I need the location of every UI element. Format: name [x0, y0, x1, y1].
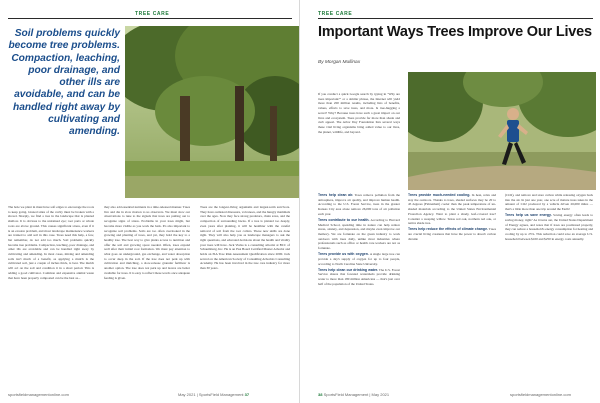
footer-date: May 2021 — [371, 392, 390, 397]
subhead-cooling: Trees provide much-needed cooling. — [408, 193, 471, 197]
subhead-energy: Trees help us save energy. — [505, 213, 552, 218]
body-text: The U.S. Forest Service shares that forested watersheds provide drinking water to more than 180 million Americans — that's just over half of the population of the United States. — [318, 267, 400, 286]
trees-illustration — [125, 26, 300, 198]
right-column-2 — [408, 193, 496, 383]
top-rule — [8, 18, 292, 19]
left-column-2 — [104, 205, 190, 380]
footer-url: sportsfieldmanagementonline.com — [510, 392, 571, 397]
page-number: 38 — [318, 392, 323, 397]
body-text: they also add essential nutrients in a time-released manner. Trees live and die in slow motion to us observers. We must slow our observations to tune to the signals that trees are putting out to recognize signs of stress. Problems in your trees might, but become more visible as you work the bark. It's also important to recognize soil problems. Soils are too often overlooked in the growing and planting of trees, and yet, they hold the key to a healthy tree. The best way to give plants access to nutrition and offer the soil and growing space needed. Often, trees expand well after their initial root formation. We must pay attention to what goes on underground, gas exchange, and water absorption to occur deep in the soil. If the tree does not perk up with cultivation and mulching, a slow-release granular fertilizer is another option. The tree does not perk up and leaves are better available for trees. It is easy to reflect these words once adequate feeding is given. — [104, 205, 190, 280]
runner-illustration — [408, 72, 596, 190]
body-text: In heat, relax and stay the outdoors. Thanks to trees, shaded surfaces may be 20 to 45 degrees (Fahrenheit) cooler than the peak temperature of un-shaded materials according to the United States Environmental Protection Agency. Want to plant a shady, leaf-covered tree? Consider a weeping willow. Texas red oak, northern red oak, or native shade tree. — [408, 193, 496, 226]
right-column-3 — [505, 193, 593, 383]
body-text: According to Harvard Medical School, spending time in nature can help reduce stress, anxiety, and depression, and maybe even improve our memory. We are fortunate on the green industry to work outdoors with trees daily, unlike most industries where professionals such as office or health care workers are not as fortunate. — [318, 217, 400, 251]
subhead-water: Trees help clean our drinking water. — [318, 267, 379, 272]
byline: By Morgan Mullinax — [318, 60, 361, 65]
body-text: Saving energy often leads to saving money, right? As it turns out, the United States Department of Energy agrees, and notes that if trees are positioned properly, they can reduce a household's energy consumption for heating and cooling by up to 25%. This reduction could save an average U.S. household between $100 and $250 in energy costs annually. — [505, 213, 593, 241]
runner-photo — [408, 72, 596, 190]
footer-magazine: SportsField Management — [198, 392, 244, 397]
body-text: Trees remove pollution from the atmosphere, improve air quality, and improve human health. According to the U.S. Forest Service, trees in the greater Kansas City area alone remove 26,000 tons of air pollution each year. — [318, 193, 400, 216]
subhead-climate: Trees help reduce the effects of climate change. — [408, 227, 488, 232]
right-page — [300, 0, 600, 403]
footer-issue: 38 SportsField Management | May 2021 — [318, 392, 390, 397]
intro-column — [318, 92, 400, 190]
left-column-3 — [200, 205, 290, 380]
subhead-clean-air: Trees help clean air. — [318, 193, 354, 197]
subhead-oxygen: Trees provide us with oxygen. — [318, 252, 369, 257]
footer-issue: May 2021 | SportsField Management 37 — [178, 392, 250, 397]
section-tag: TREE CARE — [318, 11, 353, 17]
intro-text: If you conduct a quick Google search by typing in "Why are trees important?" or a similar phrase, the Internet will yield more than 200 million results, including lists of benefits, values, efforts to save trees, and more. Is tree-hugging a secret? Why? Because trees have such a great impact on our lives and ecosystem. Trees provide far more than shade and curb appeal. The Arbor Day Foundation lists several ways these vital living organisms bring added value to our lives, the planet, wildlife, and beyond. — [318, 92, 400, 134]
article-title: Important Ways Trees Improve Our Lives — [318, 24, 592, 40]
left-column-1 — [8, 205, 94, 380]
body-text: (CO2), and remove and store carbon while releasing oxygen back into the air. In just one year, one acre of mature trees takes in the amount of CO2 produced by a vehicle driven 26,000 miles — that's a little more than one trip around the Earth! — [505, 193, 593, 212]
subhead-health: Trees contribute to our health. — [318, 217, 370, 222]
park-trees-photo — [125, 26, 300, 198]
body-text: A single large tree can provide a day's supply of oxygen for up to four people, according to North Carolina State University. — [318, 252, 400, 266]
top-rule — [318, 18, 593, 19]
page-number: 37 — [244, 392, 250, 397]
footer-date: May 2021 — [178, 392, 196, 397]
footer-url: sportsfieldmanagementonline.com — [8, 392, 69, 397]
pull-quote: Soil problems quickly become tree problems. Compaction, leaching, poor drainage, and other ills are avoidable, and can be handled right away by cultivating and amending. — [8, 28, 120, 138]
right-column-1 — [318, 193, 400, 383]
section-tag: TREE CARE — [135, 11, 170, 17]
body-text: The hole we plant in must have soft edges to encourage the roots to keep going. Glazed sides of the cavity must be broken with a shovel. Sharply, we find a tree in the landscape that is planted shallow. It is obvious to the untrained eye; root parts or whole roots are above ground. This causes significant stress, even if it is an erosion problem, and most landscape maintenance workers are trained to add soil in this case. Trees need this help, a few, but remember, do not add too much. Soil problems quickly become tree problems. Compaction, leaching, poor drainage, and other ills are avoidable and can be handled right away by cultivating and amending. In most cases, mixing and amending soils isn't much of a benefit, as applying a mulch is the cultivated soil, just a couple of inches thick, is best. The mulch will act on the soil and condition it in a short period. This is adding a good cultivator. Common and expensive animal waste that have been properly composted can be the best as... — [8, 205, 94, 280]
footer-magazine: SportsField Management — [323, 392, 369, 397]
body-text: Trees are crucial living creatures that have the power to absorb carbon dioxide — [408, 227, 496, 241]
body-text: Trees are the longest-living organisms and largest-term survivors. They have outlasted dinosaurs, volcanoes, and the hungry mammals over the ages. Now they face strong predators, chain saws, and the compaction of surrounding lawns. If a tree is planted too deeply, even years after planting, it will be healthier with the careful removal of soil from the root collars. These new skills are done right. They will also help you as landscape managers to ask the right questions, and educated decisions about the health and vitality your trees will have. Jack Vialas is a consulting arborist at BCC of Schaumburg, Inc. He is an ISA Board Certified Master Arborist and holds an ISA Tree Risk Assessment Qualification since 2000. Jack served on the American Society of Consulting Arborists Consulting Academy. He has been involved in the tree care industry for more than 30 years. — [200, 205, 290, 271]
